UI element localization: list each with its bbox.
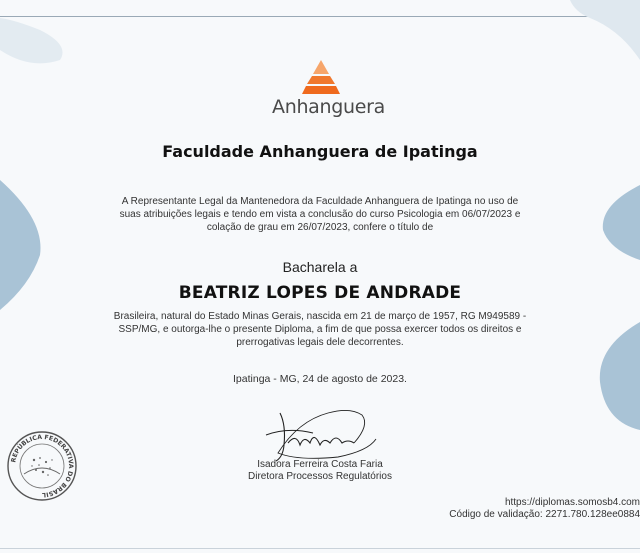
- signer-block: [0, 459, 640, 483]
- place-date: Ipatinga - MG, 24 de agosto de 2023.: [233, 373, 407, 385]
- details-line: SSP/MG, e outorga-lhe o presente Diploma, a fim de que possa exercer todos os direitos e: [118, 324, 522, 335]
- intro-line: A Representante Legal da Mantenedora da Faculdade Anhanguera de Ipatinga no uso de: [121, 196, 519, 207]
- right-decoration-upper: [595, 185, 640, 260]
- details-line: prerrogativas legais dele decorrentes.: [236, 337, 404, 348]
- details-line: Brasileira, natural do Estado Minas Gerais, nascida em 21 de março de 1957, RG M949589 -: [113, 311, 527, 322]
- signer-title: Diretora Processos Regulatórios: [248, 471, 392, 482]
- graduate-name: BEATRIZ LOPES DE ANDRADE: [178, 283, 462, 303]
- verification-block: [398, 497, 640, 521]
- verification-code: Código de validação: 2271.780.128ee0884: [449, 509, 640, 520]
- republic-seal-icon: [6, 430, 78, 502]
- svg-text:REPÚBLICA FEDERATIVA DO BRASIL: REPÚBLICA FEDERATIVA DO BRASIL: [10, 433, 75, 499]
- logo-brand-text: Anhanguera: [272, 96, 386, 118]
- anhanguera-logo: [272, 58, 386, 118]
- top-left-decoration: [0, 0, 80, 70]
- verification-url[interactable]: https://diplomas.somosb4.com: [504, 497, 640, 508]
- intro-line: suas atribuições legais e tendo em vista a conclusão do curso Psicologia em 06/07/2023 e: [119, 209, 521, 220]
- signer-name: Isadora Ferreira Costa Faria: [257, 459, 383, 470]
- details-paragraph: [62, 310, 578, 349]
- logo-triangle-icon: [300, 58, 342, 96]
- top-right-decoration: [560, 0, 640, 75]
- bottom-border-line: [0, 548, 640, 549]
- intro-line: colação de grau em 26/07/2023, confere o título de: [206, 222, 434, 233]
- intro-paragraph: [62, 195, 578, 234]
- handwritten-signature: [258, 405, 383, 465]
- degree-title: Bacharela a: [282, 259, 358, 275]
- institution-title: Faculdade Anhanguera de Ipatinga: [162, 142, 478, 161]
- top-border-line: [0, 16, 640, 17]
